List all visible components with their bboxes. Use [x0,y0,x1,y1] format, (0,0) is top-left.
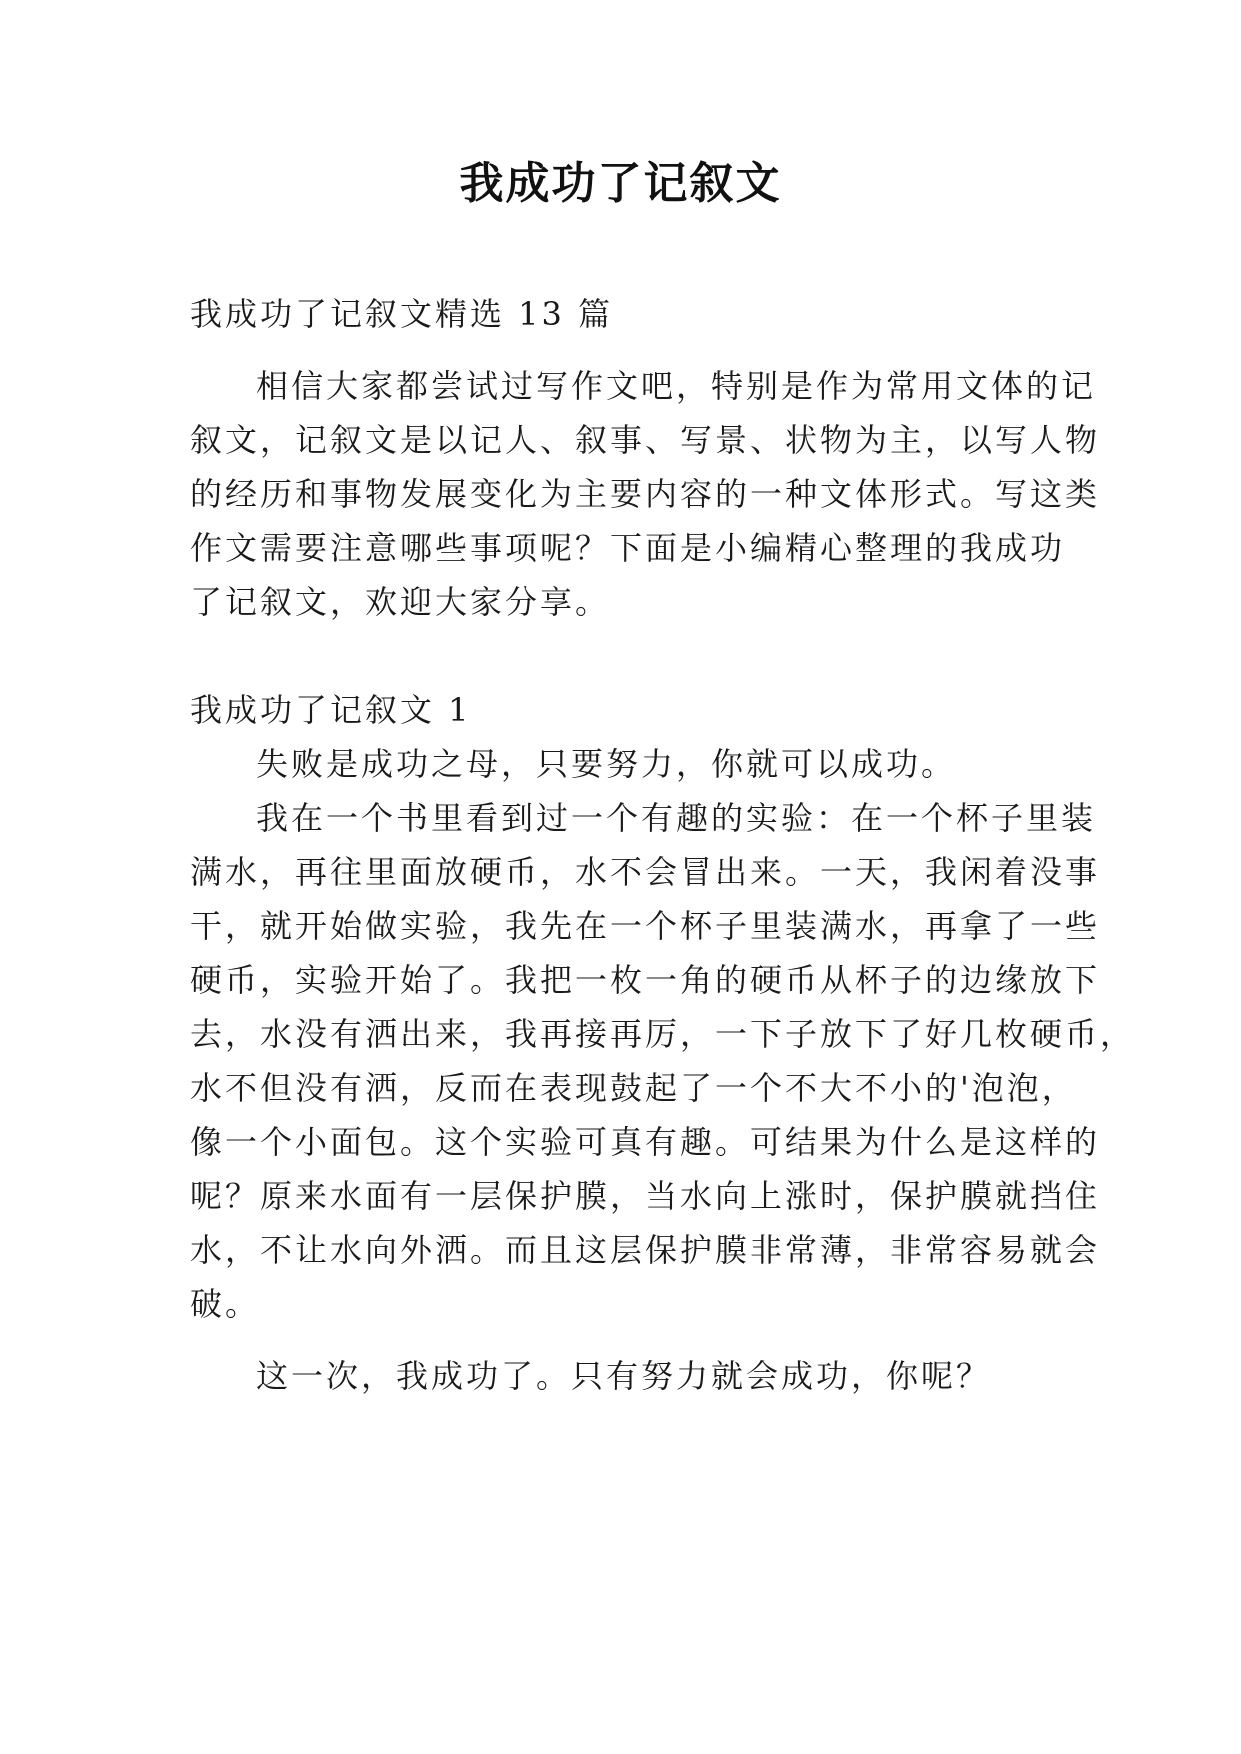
paragraph-line: 呢？原来水面有一层保护膜，当水向上涨时，保护膜就挡住 [190,1177,1101,1215]
paragraph-line: 硬币，实验开始了。我把一枚一角的硬币从杯子的边缘放下 [190,961,1101,999]
intro-line: 了记叙文，欢迎大家分享。 [190,583,611,621]
paragraph-line: 水不但没有洒，反而在表现鼓起了一个不大不小的'泡泡， [190,1069,1077,1107]
paragraph-1: 失败是成功之母，只要努力，你就可以成功。 [256,745,957,783]
paragraph-line: 破。 [190,1285,261,1323]
paragraph-line: 干，就开始做实验，我先在一个杯子里装满水，再拿了一些 [190,907,1101,945]
paragraph-line: 像一个小面包。这个实验可真有趣。可结果为什么是这样的 [190,1123,1101,1161]
intro-line: 作文需要注意哪些事项呢？下面是小编精心整理的我成功 [190,529,1066,567]
document-subtitle: 我成功了记叙文精选 13 篇 [190,295,614,333]
intro-line: 相信大家都尝试过写作文吧，特别是作为常用文体的记 [256,367,1097,405]
intro-line: 叙文，记叙文是以记人、叙事、写景、状物为主，以写人物 [190,421,1101,459]
paragraph-line: 满水，再往里面放硬币，水不会冒出来。一天，我闲着没事 [190,853,1101,891]
document-title: 我成功了记叙文 [459,158,782,209]
paragraph-line: 水，不让水向外洒。而且这层保护膜非常薄，非常容易就会 [190,1231,1101,1269]
paragraph-line: 去，水没有洒出来，我再接再厉，一下子放下了好几枚硬币， [190,1015,1136,1053]
section-heading: 我成功了记叙文 1 [190,691,472,729]
intro-line: 的经历和事物发展变化为主要内容的一种文体形式。写这类 [190,475,1101,513]
paragraph-line: 我在一个书里看到过一个有趣的实验：在一个杯子里装 [256,799,1097,837]
paragraph-3: 这一次，我成功了。只有努力就会成功，你呢？ [256,1357,992,1395]
